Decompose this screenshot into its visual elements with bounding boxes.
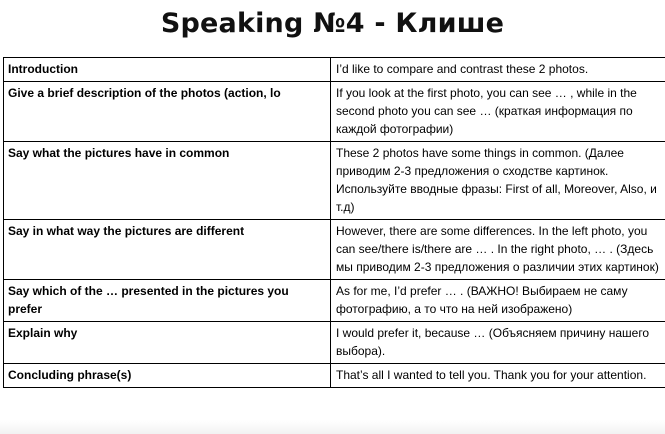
row-phrase: That’s all I wanted to tell you. Thank you for your attention. (331, 364, 665, 388)
row-label: Say what the pictures have in common (4, 142, 331, 220)
row-phrase: I would prefer it, because … (Объясняем причину нашего выбора). (331, 322, 665, 364)
row-phrase: However, there are some differences. In the left photo, you can see/there is/there are … . In the right photo, … . (Здесь мы приводим 2-3 предложения о различии этих картинок) (331, 220, 665, 280)
table-row (4, 58, 665, 82)
row-phrase: I’d like to compare and contrast these 2 photos. (331, 58, 665, 82)
row-phrase: If you look at the first photo, you can see … , while in the second photo you can see … (краткая информация по каждой фотографии) (331, 82, 665, 142)
cliche-table (3, 57, 665, 388)
table-row (4, 364, 665, 388)
row-label: Introduction (4, 58, 331, 82)
row-label: Concluding phrase(s) (4, 364, 331, 388)
row-phrase: These 2 photos have some things in common. (Далее приводим 2-3 предложения о сходстве картинок. Используйте вводные фразы: First of all, Moreover, Also, и т.д) (331, 142, 665, 220)
table-row (4, 220, 665, 280)
row-label: Explain why (4, 322, 331, 364)
bottom-shadow (0, 420, 665, 434)
row-phrase: As for me, I’d prefer … . (ВАЖНО! Выбираем не саму фотографию, а то что на ней изображено) (331, 280, 665, 322)
row-label: Say which of the … presented in the pictures you prefer (4, 280, 331, 322)
table-row (4, 142, 665, 220)
table-row (4, 280, 665, 322)
table-row (4, 322, 665, 364)
row-label: Say in what way the pictures are different (4, 220, 331, 280)
row-label: Give a brief description of the photos (action, lo (4, 82, 331, 142)
table-row (4, 82, 665, 142)
page-title: Speaking №4 - Клише (160, 8, 505, 39)
